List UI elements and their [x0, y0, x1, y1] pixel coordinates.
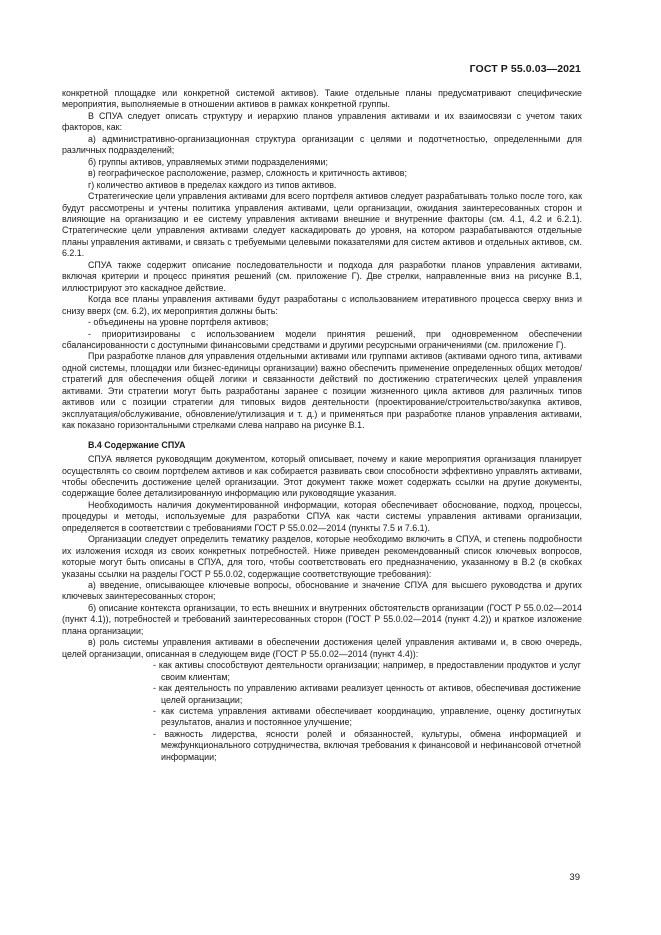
list-item: г) количество активов в пределах каждого из типов активов. [88, 179, 337, 190]
dash-list-item: - как деятельность по управлению активами реализует ценность от активов, обеспечивая достижение целей организации; [153, 683, 581, 705]
paragraph: Стратегические цели управления активами для всего портфеля активов следует разрабатывать только после того, как будут рассмотрены и учтены политика управления активами, цели организации, ожидания заинтересованных сторон и влияющие на организацию и ее систему управления активами внешние и внутренние факторы (см. 4.1, 4.2 и 6.2.1). Стратегические цели управления активами следует каскадировать до уровня, на котором разрабатываются отдельные планы управления активами, и связать с требуемыми целевыми показателями для систем активов и отдельных активов, см. 6.2.1. [62, 191, 582, 259]
dash-list-item: - важность лидерства, ясности ролей и обязанностей, культуры, обмена информацией и межфункционального сотрудничества, включая требования к финансовой и нефинансовой отчетной информации; [153, 728, 581, 762]
page-number: 39 [569, 872, 580, 883]
list-item: а) административно-организационная структура организации с целями и подотчетностью, определенными для различных подразделений; [62, 133, 582, 156]
document-id-header: ГОСТ Р 55.0.03—2021 [469, 63, 581, 75]
list-item: б) описание контекста организации, то есть внешних и внутренних обстоятельств организации (ГОСТ Р 55.0.02—2014 (пункт 4.1)), потребностей и требований заинтересованных сторон (ГОСТ Р 55.0.02—2014 (пункт 4.2)) и краткое изложение плана организации; [62, 602, 582, 636]
paragraph: Когда все планы управления активами будут разработаны с использованием итеративного процесса сверху вниз и снизу вверх (см. 6.2), их мероприятия должны быть: [62, 294, 582, 316]
list-item: - объединены на уровне портфеля активов; [88, 317, 269, 328]
list-item: б) группы активов, управляемых этими подразделениями; [88, 156, 328, 167]
paragraph: СПУА является руководящим документом, который описывает, почему и какие мероприятия организация планирует осуществлять со своим портфелем активов и как собирается развивать свои способности эффективно управлять активами, чтобы обеспечить достижение целей организации. Этот документ также может содержать ссылки на другие документы, содержащие более детализированную информацию или руководящие указания. [62, 454, 582, 499]
paragraph: Необходимость наличия документированной информации, которая обеспечивает обоснование, подход, процессы, процедуры и методы, используемые для разработки СПУА как части системы управления активами организации, определяется в соответствии с требованиями ГОСТ Р 55.0.02—2014 (пункты 7.5 и 7.6.1). [62, 499, 582, 533]
section-heading: В.4 Содержание СПУА [88, 439, 186, 450]
paragraph: При разработке планов для управления отдельными активами или группами активов (активами одного типа, активами одной системы, площадки или бизнес-единицы организации) важно обеспечить применение определенных общих методов/стратегий для обеспечения общей логики и связанности действий по достижению стратегических целей управления активами. Эти стратегии могут быть разработаны заранее с позиции жизненного цикла активов для различных типов активов или с позиции стратегии для типовых видов деятельности (проектирование/строительство/закупка активов, эксплуатация/обслуживание, обновление/утилизация и т. д.) и применяться при разработке планов управления активами, как показано горизонтальными стрелками слева направо на рисунке В.1. [62, 351, 582, 431]
dash-list-item: - как система управления активами обеспечивает координацию, управление, оценку достигнутых результатов, анализ и постоянное улучшение; [153, 706, 581, 728]
paragraph: конкретной площадке или конкретной системой активов). Такие отдельные планы предусматривают специфические мероприятия, выполняемые в отношении активов в рамках конкретной группы. [62, 88, 582, 110]
paragraph: Организации следует определить тематику разделов, которые необходимо включить в СПУА, и степень подробности их изложения исходя из своих конкретных потребностей. Ниже приведен рекомендованный список ключевых вопросов, которые могут быть описаны в СПУА, для того, чтобы соответствовать его предназначению, указанному в В.2 (в скобках указаны ссылки на разделы ГОСТ Р 55.0.02, содержащие соответствующие требования): [62, 534, 582, 579]
list-item: - приоритизированы с использованием модели принятия решений, при одновременном обеспечении сбалансированности с доступными финансовыми средствами и другими ресурсными ограничениями (см. приложение Г). [62, 328, 582, 350]
paragraph: СПУА также содержит описание последовательности и подхода для разработки планов управления активами, включая критерии и процесс принятия решений (см. приложение Г). Две стрелки, направленные вниз на рисунке В.1, иллюстрируют это каскадное действие. [62, 259, 582, 293]
list-item: в) роль системы управления активами в обеспечении достижения целей управления активами и, в свою очередь, целей организации, описанная в следующем виде (ГОСТ Р 55.0.02—2014 (пункт 4.4)): [62, 637, 582, 659]
list-item: в) географическое расположение, размер, сложность и критичность активов; [88, 168, 407, 179]
paragraph: В СПУА следует описать структуру и иерархию планов управления активами и их взаимосвязи с учетом таких факторов, как: [62, 110, 582, 133]
page-body [62, 88, 582, 763]
list-item: а) введение, описывающее ключевые вопросы, обоснование и значение СПУА для высшего руководства и других ключевых заинтересованных сторон; [62, 580, 582, 602]
dash-list-item: - как активы способствуют деятельности организации; например, в предоставлении продуктов и услуг своим клиентам; [153, 660, 581, 682]
